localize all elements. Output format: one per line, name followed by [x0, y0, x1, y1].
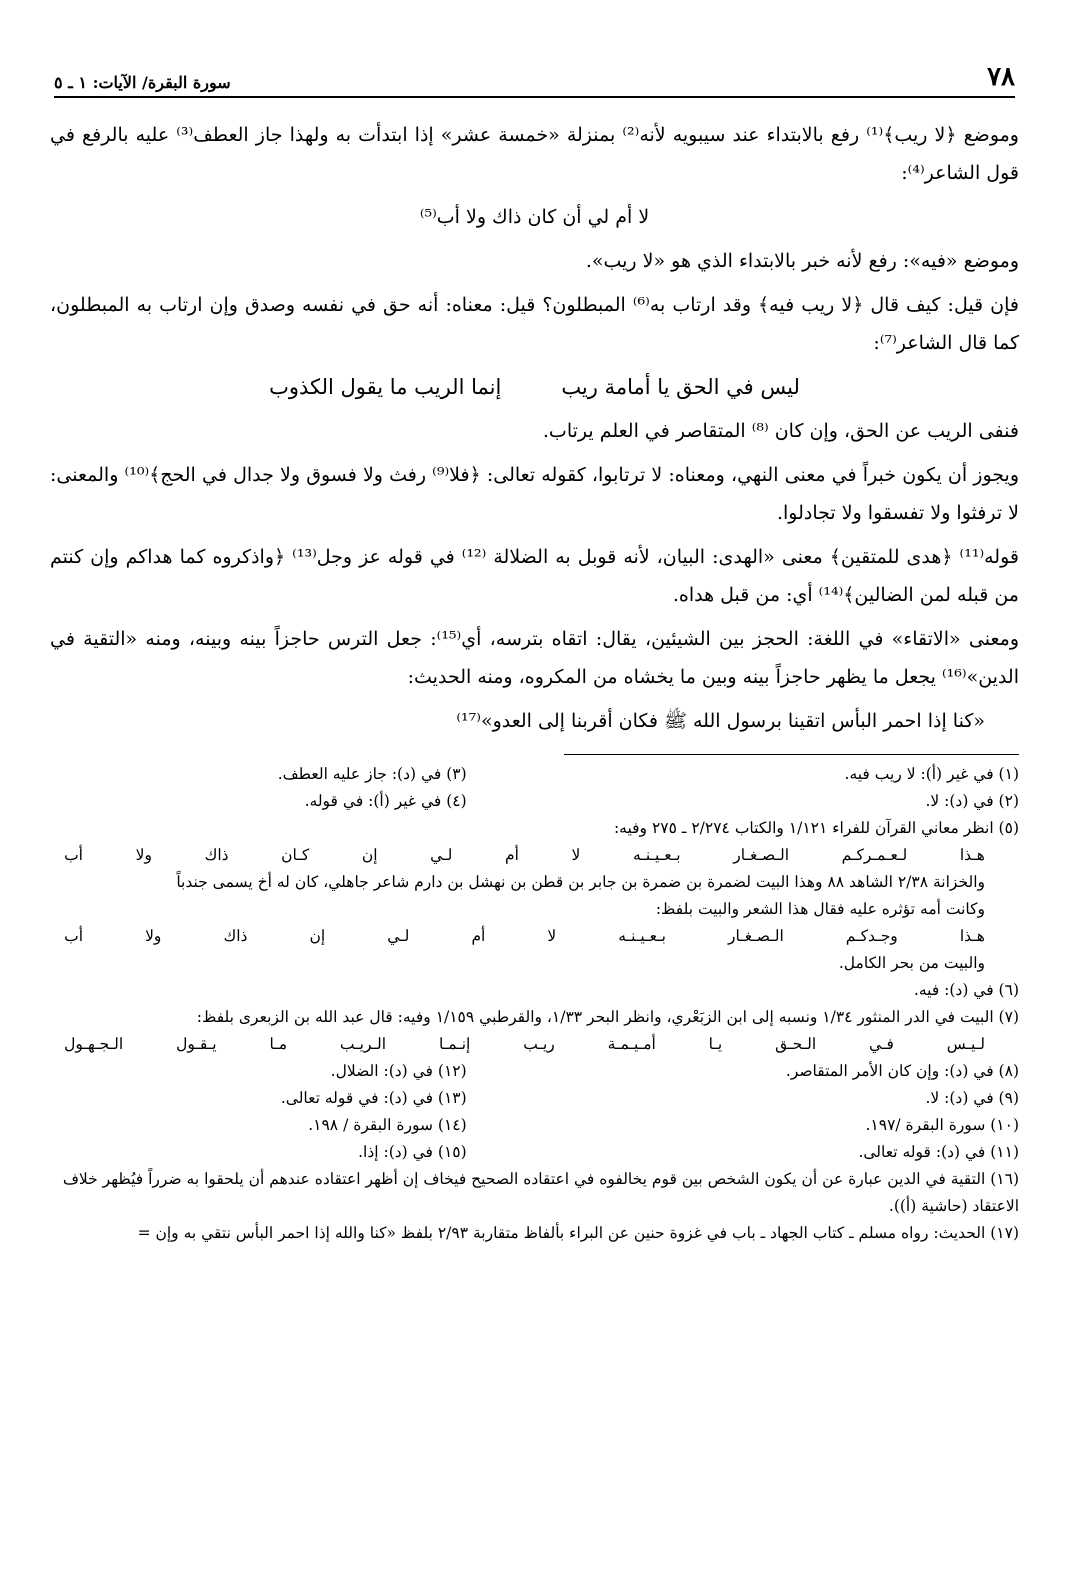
- verse-word: وجـدكـم: [845, 927, 898, 945]
- footnotes: [50, 761, 1019, 1247]
- verse-word: أب: [64, 846, 83, 864]
- verse-word: ذاك: [223, 927, 248, 945]
- verse-word: كـان: [281, 846, 310, 864]
- poetry-line: لا أم لي أن كان ذاك ولا أب⁽⁵⁾: [419, 206, 650, 228]
- footnote-verse: [50, 1031, 1019, 1058]
- verse-word: أمـيـمـة: [607, 1035, 656, 1053]
- verse-word: ريـب: [523, 1035, 555, 1053]
- page-number: ٧٨: [987, 62, 1015, 92]
- paragraph: فإن قيل: كيف قال ﴿لا ريب فيه﴾ وقد ارتاب به⁽⁶⁾ المبطلون؟ قيل: معناه: أنه حق في نفسه وصدق وإن ارتاب به المبطلون، كما قال الشاعر⁽⁷⁾:: [50, 294, 1019, 354]
- footnote: (١) في غير (أ): لا ريب فيه.: [844, 765, 1019, 783]
- footnote: (٨) في (د): وإن كان الأمر المتقاصر.: [785, 1062, 1019, 1080]
- footnote-row: [50, 1139, 1019, 1166]
- verse-first-hemistich: ليس في الحق يا أمامة ريب: [561, 375, 800, 399]
- footnote: (٩) في (د): لا.: [925, 1089, 1019, 1107]
- verse-word: أب: [64, 927, 84, 945]
- verse-word: هـذا: [959, 846, 985, 864]
- footnote: (١٠) سورة البقرة /١٩٧.: [865, 1116, 1019, 1134]
- verse-word: إن: [309, 927, 326, 945]
- verse-word: أم: [471, 927, 486, 945]
- footnote-row: [50, 761, 1019, 788]
- verse-word: إنـمـا: [438, 1035, 471, 1053]
- footnote-divider: [564, 754, 1019, 755]
- footnote: (٥) انظر معاني القرآن للفراء ١/١٢١ والكتاب ٢/٢٧٤ ـ ٢٧٥ وفيه:: [613, 819, 1019, 837]
- verse-word: الـصـغـار: [727, 927, 784, 945]
- verse-second-hemistich: إنما الريب ما يقول الكذوب: [269, 375, 502, 399]
- footnote: (١٤) سورة البقرة / ١٩٨.: [308, 1116, 467, 1134]
- footnote: (١٢) في (د): الضلال.: [330, 1062, 467, 1080]
- verse-word: إن: [361, 846, 378, 864]
- page-header: [54, 58, 1015, 98]
- footnote-continuation: والخزانة ٢/٣٨ الشاهد ٨٨ وهذا البيت لضمرة بن ضمرة بن جابر بن قطن بن نهشل بن دارم شاعر جاهلي، كان له أخ يسمى جندباً: [176, 873, 985, 891]
- footnote: (٣) في (د): جاز عليه العطف.: [277, 765, 467, 783]
- verse-word: الـصـغـار: [733, 846, 789, 864]
- footnote-verse: [50, 923, 1019, 950]
- verse-word: لا: [571, 846, 581, 864]
- verse-word: يـا: [708, 1035, 723, 1053]
- verse-word: هـذا: [959, 927, 985, 945]
- verse-word: ذاك: [204, 846, 229, 864]
- footnote: (٢) في (د): لا.: [925, 792, 1019, 810]
- footnote-verse: [50, 842, 1019, 869]
- footnote: (١٥) في (د): إذا.: [358, 1143, 467, 1161]
- verse-word: فـي: [869, 1035, 894, 1053]
- footnote: (١٣) في (د): في قوله تعالى.: [280, 1089, 467, 1107]
- paragraph: ومعنى «الاتقاء» في اللغة: الحجز بين الشيئين، يقال: اتقاه بترسه، أي⁽¹⁵⁾: جعل الترس حاجزاً بينه وبينه، ومنه «التقية في الدين»⁽¹⁶⁾ يجعل ما يظهر حاجزاً بينه وبين ما يخشاه من المكروه، ومنه الحديث:: [50, 628, 1019, 688]
- footnote-row: [50, 788, 1019, 815]
- paragraph: قوله⁽¹¹⁾ ﴿هدى للمتقين﴾ معنى «الهدى: البيان، لأنه قوبل به الضلالة ⁽¹²⁾ في قوله عز وجل⁽¹³⁾ ﴿واذكروه كما هداكم وإن كنتم من قبله لمن الضالين﴾⁽¹⁴⁾ أي: من قبل هداه.: [50, 546, 1019, 606]
- running-title: سورة البقرة/ الآيات: ١ ـ ٥: [54, 73, 231, 92]
- paragraph: ويجوز أن يكون خبراً في معنى النهي، ومعناه: لا ترتابوا، كقوله تعالى: ﴿فلا⁽⁹⁾ رفث ولا فسوق ولا جدال في الحج﴾⁽¹⁰⁾ والمعنى: لا ترفثوا ولا تفسقوا ولا تجادلوا.: [50, 464, 1020, 524]
- verse-word: أم: [504, 846, 519, 864]
- footnote: (٤) في غير (أ): في قوله.: [304, 792, 467, 810]
- footnote: (١٦) التقية في الدين عبارة عن أن يكون الشخص بين قوم يخالفوه في اعتقاده الصحيح فيخاف إن أظهر اعتقاده عندهم أن يلحقوا به ضرراً فيُظهر خلاف الاعتقاد (حاشية (أ)).: [62, 1170, 1019, 1215]
- verse-word: الـريـب: [339, 1035, 387, 1053]
- verse-word: يـقـول: [176, 1035, 217, 1053]
- footnote: (٧) البيت في الدر المنثور ١/٣٤ ونسبه إلى ابن الزبَعْري، وانظر البحر ١/٣٣، والقرطبي ١/١٥٩ وفيه: قال عبد الله بن الزبعرى بلفظ:: [196, 1008, 1019, 1026]
- verse-word: لـيـس: [946, 1035, 985, 1053]
- poetry-verse: [50, 368, 1019, 406]
- hadith-quote: «كنا إذا احمر البأس اتقينا برسول الله ﷺ فكان أقربنا إلى العدو»⁽¹⁷⁾: [456, 710, 985, 732]
- verse-word: لا: [547, 927, 557, 945]
- verse-word: لـي: [430, 846, 453, 864]
- footnote-row: [50, 1085, 1019, 1112]
- footnote-row: [50, 1058, 1019, 1085]
- footnote: (١٧) الحديث: رواه مسلم ـ كتاب الجهاد ـ باب في غزوة حنين عن البراء بألفاظ متقاربة ٢/٩٣ بلفظ «كنا والله إذا احمر البأس نتقي به وإن =: [137, 1224, 1019, 1242]
- verse-word: بـعـيـنـه: [632, 846, 681, 864]
- verse-word: الـحـق: [775, 1035, 817, 1053]
- footnote-continuation: والبيت من بحر الكامل.: [838, 954, 985, 972]
- verse-word: بـعـيـنـه: [618, 927, 666, 945]
- footnote-row: [50, 1112, 1019, 1139]
- verse-word: مـا: [269, 1035, 288, 1053]
- paragraph: وموضع «فيه»: رفع لأنه خبر بالابتداء الذي هو «لا ريب».: [585, 250, 1019, 272]
- verse-word: لـعـمـركـم: [841, 846, 908, 864]
- footnote: (١١) في (د): قوله تعالى.: [858, 1143, 1019, 1161]
- footnote: (٦) في (د): فيه.: [913, 981, 1019, 999]
- paragraph: وموضع ﴿لا ريب﴾⁽¹⁾ رفع بالابتداء عند سيبويه لأنه⁽²⁾ بمنزلة «خمسة عشر» إذا ابتدأت به ولهذا جاز العطف⁽³⁾ عليه بالرفع في قول الشاعر⁽⁴⁾:: [50, 124, 1019, 184]
- verse-word: الـجـهـول: [64, 1035, 124, 1053]
- verse-word: ولا: [145, 927, 162, 945]
- paragraph: فنفى الريب عن الحق، وإن كان ⁽⁸⁾ المتقاصر في العلم يرتاب.: [542, 420, 1019, 442]
- footnote-continuation: وكانت أمه تؤثره عليه فقال هذا الشعر والبيت بلفظ:: [655, 900, 985, 918]
- verse-word: ولا: [135, 846, 152, 864]
- verse-word: لـي: [387, 927, 410, 945]
- main-text: [50, 116, 1019, 740]
